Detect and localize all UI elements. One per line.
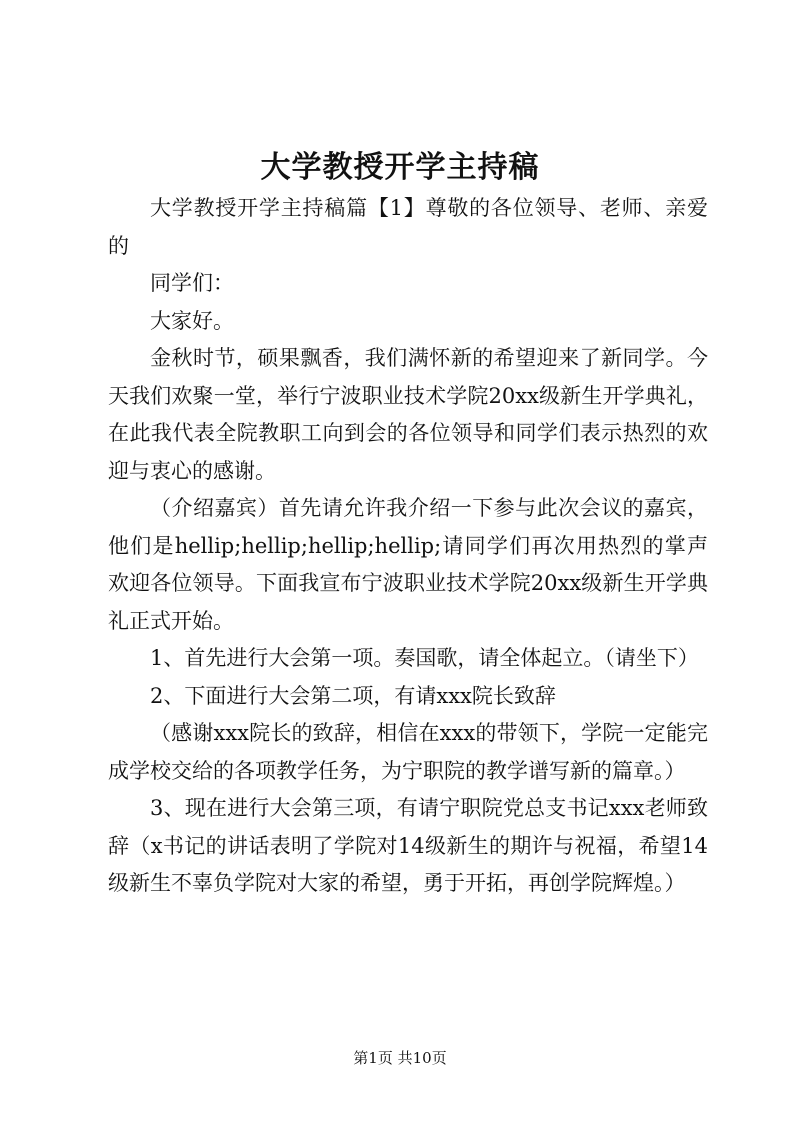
page-number-footer: 第1页 共10页 <box>353 1049 447 1067</box>
paragraph-item-3: 3、现在进行大会第三项，有请宁职院党总支书记xxx老师致辞（x书记的讲话表明了学院对14级新生的期许与祝福，希望14级新生不辜负学院对大家的希望，勇于开拓，再创学院辉煌。） <box>108 796 708 895</box>
paragraph-welcome: 金秋时节，硕果飘香，我们满怀新的希望迎来了新同学。今天我们欢聚一堂，举行宁波职业技术学院20xx级新生开学典礼，在此我代表全院教职工向到会的各位领导和同学们表示热烈的欢迎与衷心的感谢。 <box>108 346 708 483</box>
document-title: 大学教授开学主持稿 <box>260 150 540 185</box>
paragraph-students: 同学们： <box>150 271 234 295</box>
paragraph-item-1: 1、首先进行大会第一项。奏国歌，请全体起立。（请坐下） <box>150 646 699 670</box>
paragraph-item-2: 2、下面进行大会第二项，有请xxx院长致辞 <box>150 683 556 708</box>
document-body <box>108 190 708 903</box>
paragraph-item-2-note: （感谢xxx院长的致辞，相信在xxx的带领下，学院一定能完成学校交给的各项教学任务，为宁职院的教学谱写新的篇章。） <box>108 721 708 783</box>
paragraph-salutation: 大学教授开学主持稿篇【1】尊敬的各位领导、老师、亲爱的 <box>108 196 708 258</box>
paragraph-greeting: 大家好。 <box>150 308 234 333</box>
paragraph-guests: （介绍嘉宾）首先请允许我介绍一下参与此次会议的嘉宾，他们是hellip;hellip;hellip;hellip;请同学们再次用热烈的掌声欢迎各位领导。下面我宣布宁波职业技术学院20xx级新生开学典礼正式开始。 <box>108 496 708 633</box>
